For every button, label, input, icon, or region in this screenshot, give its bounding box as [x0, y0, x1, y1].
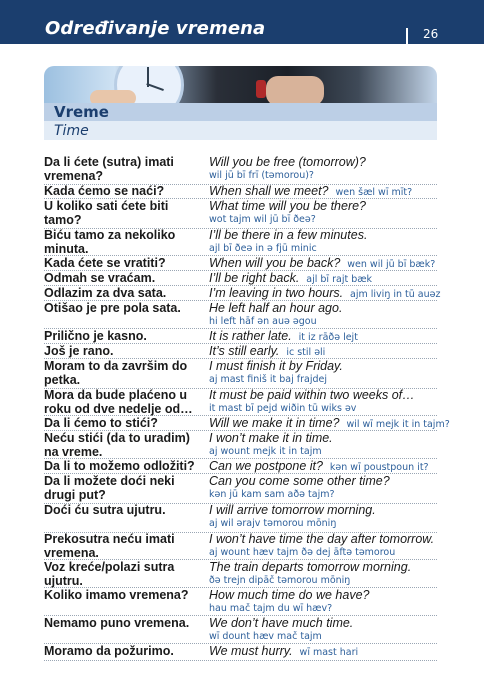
serbian-phrase: U koliko sati ćete biti tamo?	[44, 199, 169, 227]
pronunciation: ajl bī ðeə in ə fjū minic	[209, 243, 317, 254]
english-phrase: It’s still early.	[209, 344, 280, 358]
pronunciation: aj wount mejk it in tajm	[209, 446, 322, 457]
serbian-phrase: Prekosutra neću imati vremena.	[44, 532, 175, 560]
english-phrase: We must hurry.	[209, 644, 293, 658]
serbian-phrase: Doći ću sutra ujutru.	[44, 503, 166, 517]
hand-image	[90, 90, 136, 103]
serbian-phrase: Da li ćete (sutra) imati vremena?	[44, 155, 174, 183]
phrase-row	[44, 560, 437, 588]
phrase-row	[44, 155, 437, 185]
english-phrase: Will we make it in time?	[209, 416, 340, 430]
pronunciation: ajm liviŋ in tū auəz	[350, 289, 441, 300]
pronunciation: it mast bī pejd wiðin tū wiks əv	[209, 403, 357, 414]
serbian-phrase: Kada ćete se vratiti?	[44, 256, 166, 270]
english-phrase: Can we postpone it?	[209, 459, 323, 473]
pronunciation: wot tajm wil jū bī ðeə?	[209, 214, 316, 225]
phrase-row	[44, 532, 437, 560]
phrase-row	[44, 199, 437, 229]
serbian-phrase: Da li možete doći neki drugi put?	[44, 474, 175, 502]
pronunciation: aj wil ərajv təmorou mōniŋ	[209, 518, 337, 529]
english-phrase: He left half an hour ago.	[209, 301, 343, 315]
phrase-row	[44, 286, 441, 301]
serbian-phrase: Mora da bude plaćeno u roku od dve nedelje od…	[44, 388, 193, 416]
serbian-phrase: Moramo da požurimo.	[44, 644, 174, 658]
phrase-row	[44, 301, 437, 329]
english-phrase: It must be paid within two weeks of…	[209, 388, 415, 402]
phrase-row	[44, 616, 437, 644]
section-title: Vreme	[54, 103, 109, 121]
serbian-phrase: Biću tamo za nekoliko minuta.	[44, 228, 176, 256]
phrase-row	[44, 344, 437, 359]
pronunciation: aj mast finiš it baj frajdej	[209, 374, 327, 385]
serbian-phrase: Nemamo puno vremena.	[44, 616, 190, 630]
phrase-row	[44, 503, 437, 533]
phrase-row	[44, 388, 437, 416]
serbian-phrase: Da li to možemo odložiti?	[44, 459, 195, 473]
english-phrase: Can you come some other time?	[209, 474, 390, 488]
section-header	[44, 103, 437, 121]
phrase-row	[44, 431, 437, 459]
pronunciation: hi left hāf ən auə əgou	[209, 316, 317, 327]
pronunciation: ðə trejn dipāč təmorou mōniŋ	[209, 575, 351, 586]
pronunciation: ic stil əli	[286, 347, 326, 358]
english-phrase: We don’t have much time.	[209, 616, 354, 630]
phrase-row	[44, 228, 437, 256]
english-phrase: What time will you be there?	[209, 199, 367, 213]
english-phrase: I will arrive tomorrow morning.	[209, 503, 376, 517]
serbian-phrase: Neću stići (da to uradim) na vreme.	[44, 431, 190, 459]
english-phrase: I’ll be right back.	[209, 271, 300, 285]
pronunciation: wil jū bī frī (təmorou)?	[209, 170, 314, 181]
english-phrase: I’m leaving in two hours.	[209, 286, 344, 300]
pronunciation: ajl bī rajt bæk	[306, 274, 373, 285]
serbian-phrase: Da li ćemo to stići?	[44, 416, 158, 430]
pronunciation: wen wil jū bī bæk?	[347, 259, 436, 270]
english-phrase: When shall we meet?	[209, 184, 329, 198]
header-divider	[406, 28, 408, 44]
english-phrase: I’ll be there in a few minutes.	[209, 228, 368, 242]
phrase-row	[44, 329, 437, 344]
english-phrase: Will you be free (tomorrow)?	[209, 155, 366, 169]
pronunciation: kən jū kam sam aðə tajm?	[209, 489, 335, 500]
section-subheader	[44, 121, 437, 140]
wristwatch-image	[256, 80, 266, 98]
phrase-row	[44, 474, 437, 504]
phrase-row	[44, 359, 437, 389]
pronunciation: aj wount hæv tajm ðə dej āftə təmorou	[209, 547, 396, 558]
clock-photo	[44, 66, 437, 103]
serbian-phrase: Odlazim za dva sata.	[44, 286, 167, 300]
page-title: Određivanje vremena	[45, 18, 266, 39]
english-phrase: I must finish it by Friday.	[209, 359, 343, 373]
page-number: 26	[423, 27, 439, 41]
serbian-phrase: Voz kreće/polazi sutra ujutru.	[44, 560, 175, 588]
pronunciation: hau mač tajm du wī hæv?	[209, 603, 333, 614]
english-phrase: It is rather late.	[209, 329, 292, 343]
english-phrase: I won’t have time the day after tomorrow.	[209, 532, 435, 546]
phrase-row	[44, 416, 450, 431]
english-phrase: When will you be back?	[209, 256, 341, 270]
serbian-phrase: Prilično je kasno.	[44, 329, 147, 343]
english-phrase: I won’t make it in time.	[209, 431, 333, 445]
english-phrase: How much time do we have?	[209, 588, 370, 602]
serbian-phrase: Otišao je pre pola sata.	[44, 301, 181, 315]
phrase-row	[44, 271, 437, 286]
pronunciation: it iz rāðə lejt	[298, 332, 358, 343]
serbian-phrase: Još je rano.	[44, 344, 114, 358]
serbian-phrase: Kada ćemo se naći?	[44, 184, 165, 198]
pronunciation: wī dount hæv mač tajm	[209, 631, 322, 642]
phrase-row	[44, 256, 437, 271]
phrase-row	[44, 588, 437, 616]
phrase-row	[44, 184, 437, 199]
phrase-row	[44, 459, 437, 474]
phrase-row	[44, 644, 437, 661]
pronunciation: kən wī poustpoun it?	[329, 462, 429, 473]
arm-image	[266, 76, 324, 103]
section-subtitle: Time	[54, 123, 89, 139]
pronunciation: wen šæl wī mīt?	[335, 187, 413, 198]
pronunciation: wil wī mejk it in tajm?	[346, 419, 450, 430]
serbian-phrase: Koliko imamo vremena?	[44, 588, 189, 602]
serbian-phrase: Odmah se vraćam.	[44, 271, 156, 285]
pronunciation: wī mast hari	[299, 647, 359, 658]
english-phrase: The train departs tomorrow morning.	[209, 560, 412, 574]
page-header	[0, 0, 484, 44]
serbian-phrase: Moram to da završim do petka.	[44, 359, 188, 387]
